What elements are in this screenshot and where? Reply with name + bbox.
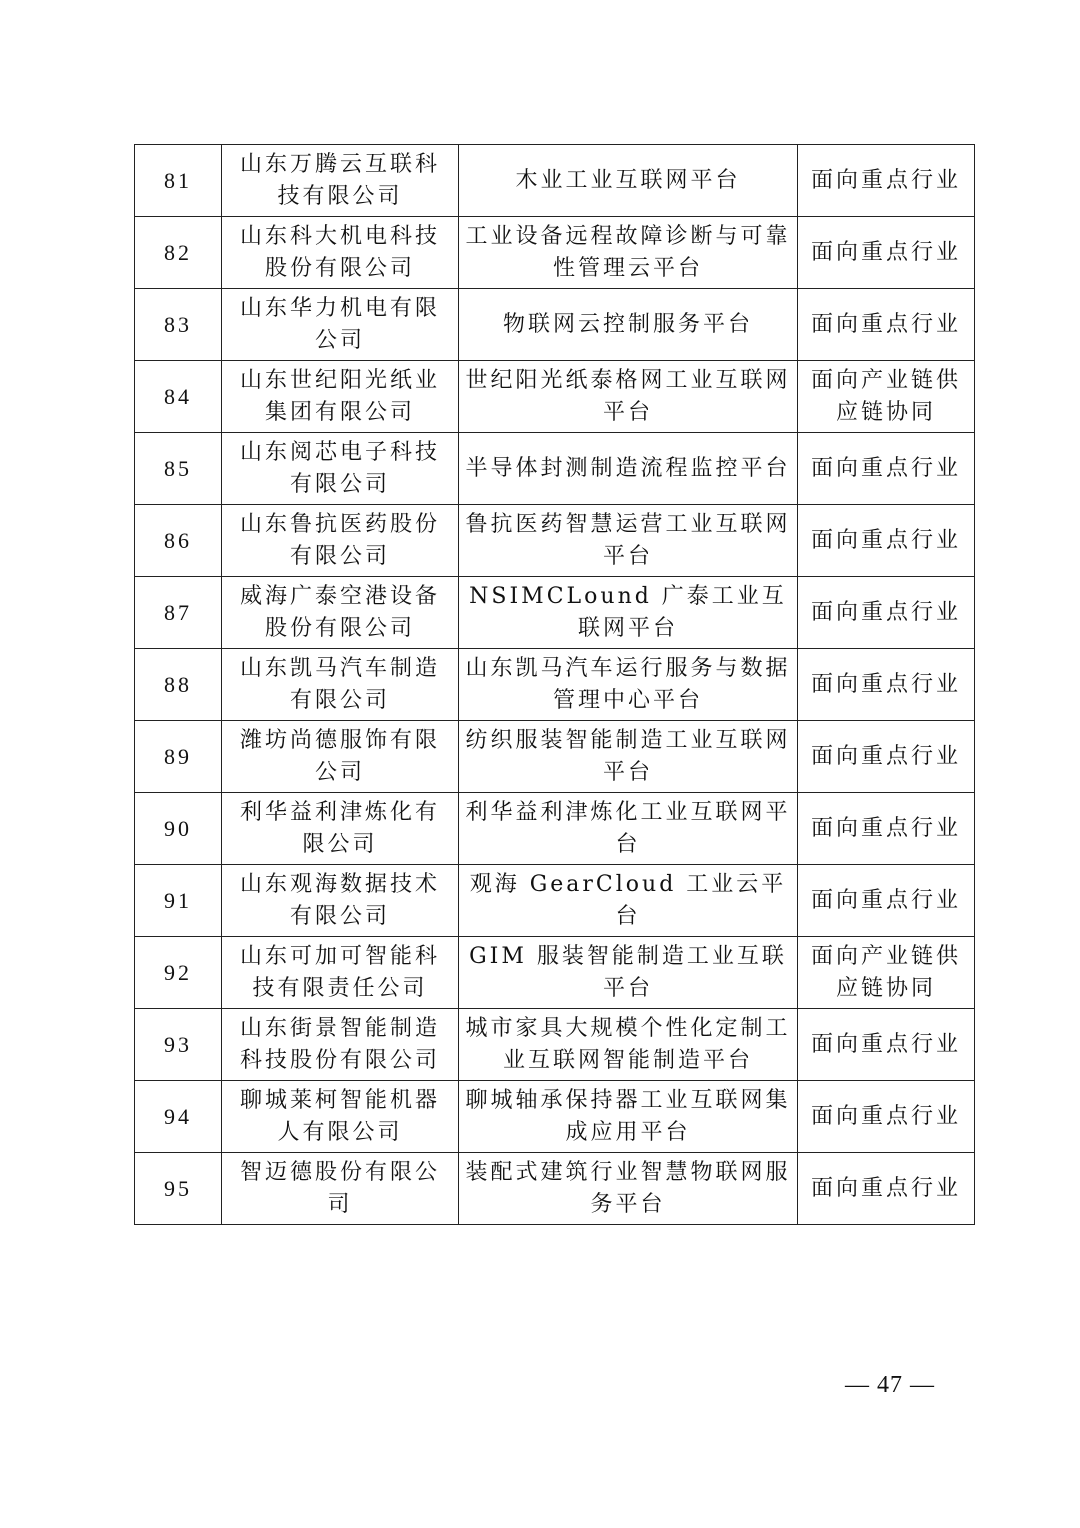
table-row — [135, 721, 975, 793]
row-number: 82 — [135, 217, 222, 289]
platform-name: 半导体封测制造流程监控平台 — [459, 433, 798, 505]
table-row — [135, 793, 975, 865]
table-row — [135, 865, 975, 937]
row-number: 92 — [135, 937, 222, 1009]
company-name: 山东观海数据技术有限公司 — [222, 865, 459, 937]
company-name: 山东鲁抗医药股份有限公司 — [222, 505, 459, 577]
platform-list-table — [134, 144, 975, 1225]
row-number: 85 — [135, 433, 222, 505]
platform-type: 面向重点行业 — [798, 793, 975, 865]
company-name: 山东科大机电科技股份有限公司 — [222, 217, 459, 289]
row-number: 93 — [135, 1009, 222, 1081]
company-name: 山东凯马汽车制造有限公司 — [222, 649, 459, 721]
company-name: 利华益利津炼化有限公司 — [222, 793, 459, 865]
row-number: 87 — [135, 577, 222, 649]
row-number: 84 — [135, 361, 222, 433]
company-name: 山东万腾云互联科技有限公司 — [222, 145, 459, 217]
row-number: 90 — [135, 793, 222, 865]
company-name: 山东华力机电有限公司 — [222, 289, 459, 361]
platform-type: 面向产业链供应链协同 — [798, 937, 975, 1009]
platform-name: 聊城轴承保持器工业互联网集成应用平台 — [459, 1081, 798, 1153]
platform-name: 工业设备远程故障诊断与可靠性管理云平台 — [459, 217, 798, 289]
platform-type: 面向重点行业 — [798, 1153, 975, 1225]
company-name: 威海广泰空港设备股份有限公司 — [222, 577, 459, 649]
platform-type: 面向重点行业 — [798, 217, 975, 289]
company-name: 智迈德股份有限公司 — [222, 1153, 459, 1225]
table-row — [135, 577, 975, 649]
platform-type: 面向重点行业 — [798, 721, 975, 793]
table-row — [135, 1009, 975, 1081]
company-name: 山东可加可智能科技有限责任公司 — [222, 937, 459, 1009]
platform-type: 面向重点行业 — [798, 505, 975, 577]
platform-name: 城市家具大规模个性化定制工业互联网智能制造平台 — [459, 1009, 798, 1081]
platform-name: NSIMCLound 广泰工业互联网平台 — [459, 577, 798, 649]
platform-name: 装配式建筑行业智慧物联网服务平台 — [459, 1153, 798, 1225]
row-number: 91 — [135, 865, 222, 937]
platform-type: 面向重点行业 — [798, 1081, 975, 1153]
table-row — [135, 1081, 975, 1153]
platform-type: 面向重点行业 — [798, 649, 975, 721]
row-number: 81 — [135, 145, 222, 217]
platform-name: 物联网云控制服务平台 — [459, 289, 798, 361]
platform-type: 面向重点行业 — [798, 145, 975, 217]
platform-type: 面向重点行业 — [798, 289, 975, 361]
table-row — [135, 649, 975, 721]
row-number: 83 — [135, 289, 222, 361]
company-name: 山东世纪阳光纸业集团有限公司 — [222, 361, 459, 433]
table-row — [135, 145, 975, 217]
table-row — [135, 289, 975, 361]
row-number: 86 — [135, 505, 222, 577]
table-row — [135, 361, 975, 433]
platform-type: 面向产业链供应链协同 — [798, 361, 975, 433]
platform-name: 利华益利津炼化工业互联网平台 — [459, 793, 798, 865]
company-name: 山东街景智能制造科技股份有限公司 — [222, 1009, 459, 1081]
company-name: 聊城莱柯智能机器人有限公司 — [222, 1081, 459, 1153]
company-name: 山东阅芯电子科技有限公司 — [222, 433, 459, 505]
platform-type: 面向重点行业 — [798, 433, 975, 505]
platform-type: 面向重点行业 — [798, 865, 975, 937]
platform-name: 世纪阳光纸泰格网工业互联网平台 — [459, 361, 798, 433]
row-number: 89 — [135, 721, 222, 793]
table-row — [135, 937, 975, 1009]
platform-name: GIM 服装智能制造工业互联平台 — [459, 937, 798, 1009]
platform-name: 观海 GearCloud 工业云平台 — [459, 865, 798, 937]
table-row — [135, 505, 975, 577]
platform-name: 鲁抗医药智慧运营工业互联网平台 — [459, 505, 798, 577]
company-name: 潍坊尚德服饰有限公司 — [222, 721, 459, 793]
table-row — [135, 217, 975, 289]
platform-name: 纺织服装智能制造工业互联网平台 — [459, 721, 798, 793]
row-number: 94 — [135, 1081, 222, 1153]
row-number: 88 — [135, 649, 222, 721]
page-number: — 47 — — [845, 1372, 935, 1398]
platform-type: 面向重点行业 — [798, 1009, 975, 1081]
table-row — [135, 433, 975, 505]
platform-name: 山东凯马汽车运行服务与数据管理中心平台 — [459, 649, 798, 721]
platform-type: 面向重点行业 — [798, 577, 975, 649]
table-row — [135, 1153, 975, 1225]
platform-name: 木业工业互联网平台 — [459, 145, 798, 217]
row-number: 95 — [135, 1153, 222, 1225]
